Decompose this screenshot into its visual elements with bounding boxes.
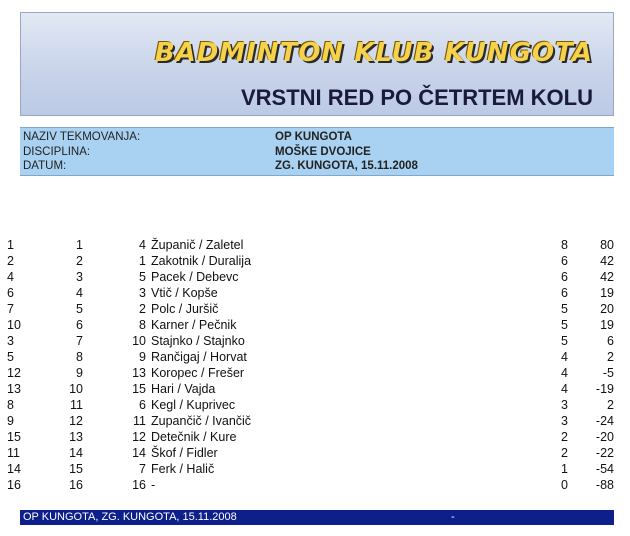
row-point-diff: 19 [600, 318, 614, 332]
row-position: 11 [7, 446, 20, 460]
row-wins: 6 [561, 254, 568, 268]
table-row [0, 381, 630, 397]
competition-info-panel [20, 127, 614, 176]
row-rank: 10 [69, 382, 83, 396]
row-rank: 1 [76, 238, 83, 252]
row-wins: 1 [561, 462, 568, 476]
row-position: 16 [7, 478, 21, 492]
row-wins: 6 [561, 270, 568, 284]
row-rank: 2 [76, 254, 83, 268]
row-team: Stajnko / Stajnko [151, 334, 245, 348]
row-wins: 4 [561, 382, 568, 396]
table-row [0, 349, 630, 365]
row-position: 2 [7, 254, 14, 268]
row-rank: 12 [69, 414, 83, 428]
row-wins: 2 [561, 430, 568, 444]
row-point-diff: -54 [595, 462, 614, 476]
row-seed: 6 [139, 398, 146, 412]
table-row [0, 413, 630, 429]
row-position: 1 [7, 238, 14, 252]
row-point-diff: 42 [600, 270, 614, 284]
row-point-diff: 2 [607, 350, 614, 364]
table-row [0, 237, 630, 253]
row-point-diff: 42 [600, 254, 614, 268]
table-row [0, 365, 630, 381]
row-seed: 13 [132, 366, 146, 380]
row-seed: 12 [132, 430, 146, 444]
row-point-diff: -20 [595, 430, 614, 444]
row-point-diff: -19 [595, 382, 614, 396]
row-team: Hari / Vajda [151, 382, 216, 396]
footer-dash: - [451, 511, 455, 523]
row-seed: 16 [132, 478, 146, 492]
row-point-diff: -5 [602, 366, 614, 380]
row-rank: 7 [76, 334, 83, 348]
row-team: - [151, 478, 156, 492]
discipline-row [23, 146, 603, 161]
row-team: Zakotnik / Duralija [151, 254, 252, 268]
row-team: Pacek / Debevc [151, 270, 239, 284]
row-seed: 15 [132, 382, 146, 396]
row-point-diff: 6 [607, 334, 614, 348]
discipline-value: MOŠKE DVOJICE [275, 146, 371, 158]
table-row [0, 445, 630, 461]
row-seed: 11 [133, 414, 146, 428]
footer-text: OP KUNGOTA, ZG. KUNGOTA, 15.11.2008 [23, 511, 237, 523]
row-position: 15 [7, 430, 21, 444]
discipline-label: DISCIPLINA: [23, 146, 91, 158]
row-seed: 7 [139, 462, 146, 476]
row-team: Ferk / Halič [151, 462, 215, 476]
row-team: Rančigaj / Horvat [151, 350, 247, 364]
row-wins: 8 [561, 238, 568, 252]
row-seed: 3 [139, 286, 146, 300]
row-position: 3 [7, 334, 14, 348]
row-team: Kegl / Kuprivec [151, 398, 236, 412]
row-seed: 8 [139, 318, 146, 332]
row-wins: 4 [561, 366, 568, 380]
row-rank: 6 [76, 318, 83, 332]
row-wins: 4 [561, 350, 568, 364]
row-point-diff: 19 [600, 286, 614, 300]
row-position: 5 [7, 350, 14, 364]
row-position: 8 [7, 398, 14, 412]
table-row [0, 429, 630, 445]
competition-row [23, 131, 603, 146]
row-rank: 11 [70, 398, 83, 412]
row-wins: 6 [561, 286, 568, 300]
row-rank: 4 [76, 286, 83, 300]
table-row [0, 285, 630, 301]
table-row [0, 397, 630, 413]
row-point-diff: 2 [607, 398, 614, 412]
row-position: 4 [7, 270, 14, 284]
row-team: Karner / Pečnik [151, 318, 237, 332]
row-seed: 10 [132, 334, 146, 348]
date-value: ZG. KUNGOTA, 15.11.2008 [275, 160, 418, 172]
row-rank: 8 [76, 350, 83, 364]
row-team: Vtič / Kopše [151, 286, 218, 300]
row-rank: 14 [69, 446, 83, 460]
table-row [0, 317, 630, 333]
footer-bar [20, 510, 614, 525]
table-row [0, 333, 630, 349]
row-point-diff: 20 [600, 302, 614, 316]
row-wins: 3 [561, 414, 568, 428]
row-wins: 0 [561, 478, 568, 492]
competition-value: OP KUNGOTA [275, 131, 352, 143]
row-position: 13 [7, 382, 21, 396]
club-name: BADMINTON KLUB KUNGOTA [154, 38, 593, 68]
date-label: DATUM: [23, 160, 67, 172]
row-position: 14 [7, 462, 21, 476]
row-seed: 14 [132, 446, 146, 460]
row-position: 10 [7, 318, 21, 332]
table-row [0, 301, 630, 317]
row-wins: 2 [561, 446, 568, 460]
row-position: 12 [7, 366, 21, 380]
competition-label: NAZIV TEKMOVANJA: [23, 131, 141, 143]
row-team: Koropec / Frešer [151, 366, 245, 380]
row-point-diff: -22 [595, 446, 614, 460]
row-point-diff: -88 [595, 478, 614, 492]
table-row [0, 461, 630, 477]
row-point-diff: 80 [600, 238, 614, 252]
row-seed: 4 [139, 238, 146, 252]
row-wins: 3 [561, 398, 568, 412]
row-position: 9 [7, 414, 14, 428]
row-rank: 15 [69, 462, 83, 476]
row-team: Županič / Zaletel [151, 238, 244, 252]
row-seed: 9 [139, 350, 146, 364]
row-rank: 3 [76, 270, 83, 284]
row-team: Polc / Juršič [151, 302, 219, 316]
row-rank: 16 [69, 478, 83, 492]
row-seed: 2 [139, 302, 146, 316]
row-rank: 9 [76, 366, 83, 380]
page-subtitle: VRSTNI RED PO ČETRTEM KOLU [240, 85, 593, 110]
row-wins: 5 [561, 318, 568, 332]
row-seed: 5 [139, 270, 146, 284]
table-row [0, 269, 630, 285]
row-team: Škof / Fidler [151, 446, 218, 460]
row-rank: 5 [76, 302, 83, 316]
table-row [0, 253, 630, 269]
row-wins: 5 [561, 302, 568, 316]
row-rank: 13 [69, 430, 83, 444]
row-wins: 5 [561, 334, 568, 348]
table-row [0, 477, 630, 493]
header-banner [20, 12, 614, 116]
row-team: Zupančič / Ivančič [151, 414, 252, 428]
row-position: 7 [7, 302, 14, 316]
row-seed: 1 [139, 254, 146, 268]
row-point-diff: -24 [595, 414, 614, 428]
row-team: Detečnik / Kure [151, 430, 237, 444]
row-position: 6 [7, 286, 14, 300]
date-row [23, 160, 603, 175]
